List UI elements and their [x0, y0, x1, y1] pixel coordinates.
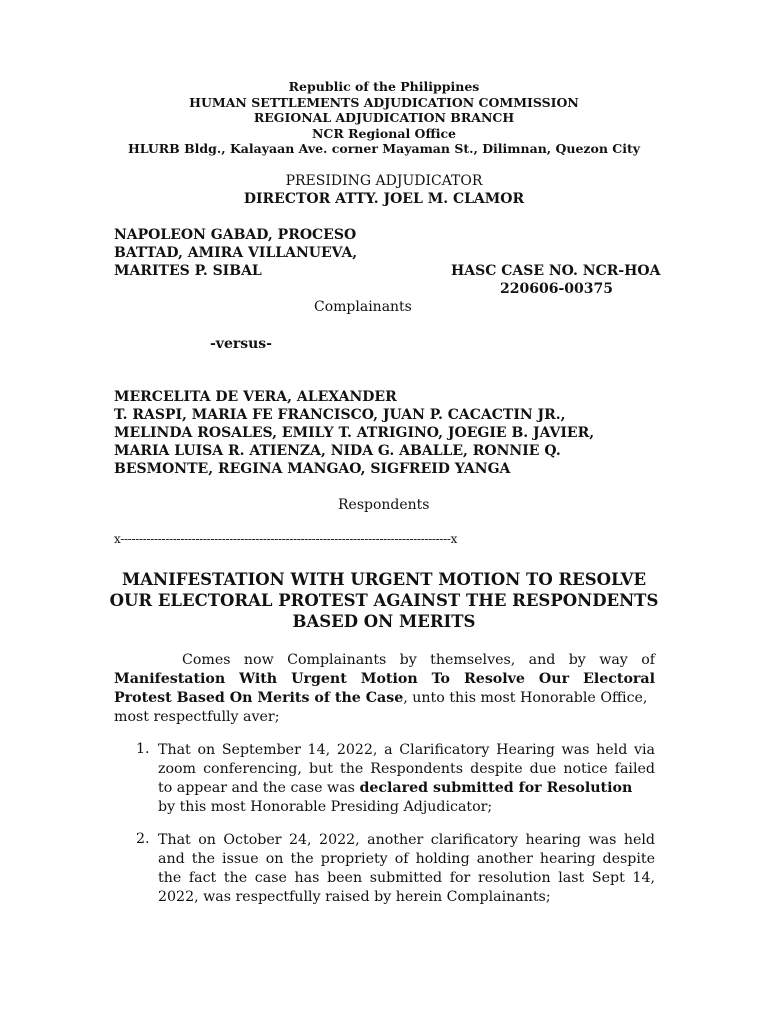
motion-title-line2: OUR ELECTORAL PROTEST AGAINST THE RESPONDENTS — [109, 591, 659, 610]
complainants-label: Complainants — [314, 299, 412, 315]
motion-title-line3: BASED ON MERITS — [292, 612, 476, 631]
respondent-name-line: MERCELITA DE VERA, ALEXANDER — [114, 389, 397, 405]
respondent-name-line: BESMONTE, REGINA MANGAO, SIGFREID YANGA — [114, 461, 511, 477]
item-2-line1: That on October 24, 2022, another clarificatory hearing was held — [158, 832, 655, 848]
presiding-name: DIRECTOR ATTY. JOEL M. CLAMOR — [243, 191, 525, 207]
intro-line4: most respectfully aver; — [114, 709, 280, 725]
presiding-label: PRESIDING ADJUDICATOR — [285, 173, 483, 189]
header-address: HLURB Bldg., Kalayaan Ave. corner Mayaman St., Dilimnan, Quezon City — [127, 141, 641, 156]
respondents-label: Respondents — [338, 497, 430, 513]
complainant-name-line: MARITES P. SIBAL — [114, 263, 262, 279]
intro-line3-rest: , unto this most Honorable Office, — [403, 690, 648, 706]
complainant-name-line: BATTAD, AMIRA VILLANUEVA, — [114, 245, 358, 261]
item-1-line3-bold: declared submitted for Resolution — [359, 780, 633, 796]
item-1-line4: by this most Honorable Presiding Adjudicator; — [158, 799, 493, 815]
header-commission: HUMAN SETTLEMENTS ADJUDICATION COMMISSION — [189, 95, 579, 110]
intro-line2: Manifestation With Urgent Motion To Resolve Our Electoral — [114, 671, 655, 687]
item-2-line4: 2022, was respectfully raised by herein Complainants; — [158, 889, 551, 905]
case-number-line2: 220606-00375 — [500, 281, 613, 297]
respondent-name-line: MELINDA ROSALES, EMILY T. ATRIGINO, JOEGIE B. JAVIER, — [114, 425, 595, 441]
caption-divider: x----------------------------------------------------------------------------------------x — [114, 532, 458, 546]
respondent-name-line: MARIA LUISA R. ATIENZA, NIDA G. ABALLE, RONNIE Q. — [114, 443, 561, 459]
item-number: 1. — [136, 741, 150, 757]
item-2-line2: and the issue on the propriety of holding another hearing despite — [158, 851, 655, 867]
item-1-line2: zoom conferencing, but the Respondents despite due notice failed — [158, 761, 655, 777]
case-number-line1: HASC CASE NO. NCR-HOA — [451, 263, 661, 279]
versus-label: -versus- — [210, 336, 272, 352]
respondent-name-line: T. RASPI, MARIA FE FRANCISCO, JUAN P. CACACTIN JR., — [114, 407, 566, 423]
complainant-name-line: NAPOLEON GABAD, PROCESO — [114, 227, 357, 243]
header-republic: Republic of the Philippines — [288, 79, 480, 94]
intro-line1: Comes now Complainants by themselves, and by way of — [182, 652, 655, 668]
item-1-line1: That on September 14, 2022, a Clarificatory Hearing was held via — [158, 742, 655, 758]
item-1-line3 — [158, 779, 655, 798]
item-number: 2. — [136, 831, 150, 847]
item-2-line3: the fact the case has been submitted for resolution last Sept 14, — [158, 870, 655, 886]
intro-line3 — [114, 689, 655, 708]
header-branch: REGIONAL ADJUDICATION BRANCH — [253, 110, 515, 125]
item-1-line3-start: to appear and the case was — [158, 780, 360, 796]
header-office: NCR Regional Office — [311, 126, 457, 141]
intro-line3-bold: Protest Based On Merits of the Case — [114, 690, 404, 706]
motion-title-line1: MANIFESTATION WITH URGENT MOTION TO RESOLVE — [121, 570, 647, 589]
